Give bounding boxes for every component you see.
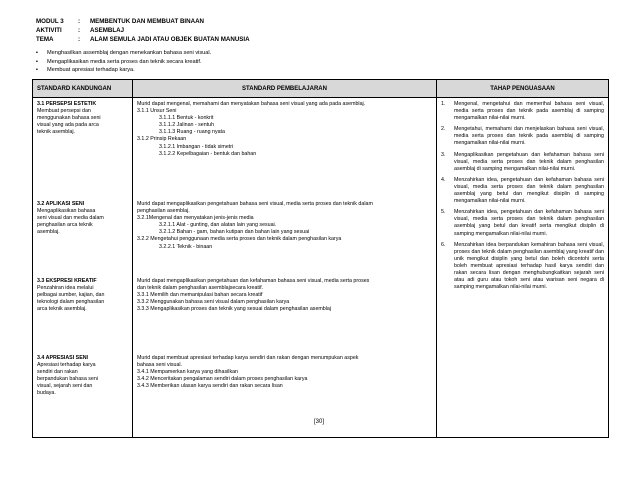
bullet-icon: ▪ [36, 50, 38, 56]
kandungan-line: Penzahiran idea melalui [37, 285, 94, 292]
table-header-row [33, 80, 609, 98]
header-tahap-penguasaan: TAHAP PENGUASAAN [437, 80, 609, 98]
kandungan-title: 3.2 APLIKASI SENI [37, 201, 85, 207]
bullet-text: Menghasilkan assemblaj dengan menekankan bahasa seni visual. [47, 50, 212, 56]
header-row-aktiviti [36, 26, 250, 35]
pembelajaran-line: 3.3.3 Mengaplikasikan proses dan teknik yang sesuai dalam penghasilan asemblaj [137, 306, 332, 313]
bullet-icon: ▪ [36, 67, 38, 74]
pembelajaran-line: 3.1.1 Unsur Seni [137, 108, 177, 115]
kandungan-block [37, 278, 128, 353]
header-standard-pembelajaran: STANDARD PEMBELAJARAN [133, 80, 437, 98]
kandungan-line: arca teknik asemblaj. [37, 306, 87, 313]
tahap-number: 6. [441, 241, 446, 248]
kandungan-line: Mengaplikasikan bahasa [37, 208, 96, 215]
tahap-text: Mengetahui, memahami dan menjelaskan bahasa seni visual, media serta proses dan teknik pada asemblaj di samping mengamalkan nilai-nilai murni. [454, 126, 604, 147]
bullet-icon: ▪ [36, 58, 38, 65]
tahap-cell [437, 98, 609, 438]
list-item [36, 49, 211, 58]
pembelajaran-line: 3.2.1.1 Alat - gunting, dan alatan lain yang sesuai. [159, 222, 277, 229]
document-header [36, 17, 250, 45]
pembelajaran-line: Murid dapat mengaplikasikan pengetahuan dan kefahaman bahasa seni visual, media serta proses [137, 278, 370, 284]
kandungan-line: visual yang ada pada arca [37, 122, 99, 129]
pembelajaran-block [137, 278, 432, 353]
kandungan-line: sendiri dan rakan [37, 369, 78, 376]
pembelajaran-line: 3.3.1 Memilih dan memanipulasi bahan secara kreatif [137, 292, 263, 299]
header-sep: : [78, 36, 81, 44]
header-value: ASEMBLAJ [90, 27, 125, 35]
pembelajaran-line: Murid dapat membuat apresiasi terhadap karya sendiri dan rakan dengan menumpukan aspek [137, 355, 359, 361]
curriculum-table [32, 79, 609, 438]
tahap-text: Menzahirkan idea berpandukan kemahiran bahasa seni visual, proses dan teknik dalam penghasilan asemblaj yang kreatif dan unik mengikut disiplin yang betul dan boleh dicontohi serta boleh membuat apresiasi terhadap hasil karya sendiri dan rakan secara lisan dengan menghubungkaitkan sejarah seni atau adi guru atau tokoh seni atau warisan seni negara di samping mengamalkan nilai-nilai murni. [454, 241, 604, 291]
tahap-text: Mengaplikasikan pengetahuan dan kefahaman bahasa seni visual, media serta proses dan teknik dalam penghasilan asemblaj di samping mengamalkan nilai-nilai murni. [454, 151, 604, 172]
kandungan-line: asemblaj. [37, 229, 60, 236]
kandungan-title: 3.3 EKSPRESI KREATIF [37, 278, 97, 284]
pembelajaran-line: 3.4.1 Mempamerkan karya yang dihasilkan [137, 369, 238, 376]
tahap-item [441, 152, 604, 173]
tahap-number: 3. [441, 151, 446, 158]
pembelajaran-block [137, 201, 432, 276]
header-row-modul [36, 17, 250, 26]
kandungan-title: 3.1 PERSEPSI ESTETIK [37, 101, 97, 107]
pembelajaran-line: dan teknik dalam penghasilan asemblajsecara kreatif. [137, 285, 264, 292]
list-item [36, 66, 211, 75]
kandungan-line: seni visual dan media dalam [37, 215, 104, 222]
tahap-text: Mengenal, mengetahui dan memerihal bahasa seni visual, media serta proses dan teknik pada asemblaj di samping mengamalkan nilai-nilai murni. [454, 101, 604, 122]
kandungan-line: budaya. [37, 390, 56, 397]
header-sep: : [78, 18, 81, 25]
kandungan-cell [33, 98, 133, 438]
kandungan-line: menggunakan bahasa seni [37, 115, 101, 122]
bullet-text: Membuat apresiasi terhadap karya. [47, 67, 135, 74]
header-key: TEMA [36, 36, 54, 44]
tahap-text: Menzahirkan idea, pengetahuan dan kefahaman bahasa seni visual, media serta proses dan teknik dalam penghasilan asemblaj yang betul dan mengikut disiplin di samping mengamalkan nilai-nilai murni. [454, 176, 604, 205]
header-value: MEMBENTUK DAN MEMBUAT BINAAN [90, 18, 204, 25]
tahap-number: 5. [441, 209, 446, 216]
pembelajaran-line: 3.4.2 Menceritakan pengalaman sendiri dalam proses penghasilan karya [137, 376, 308, 383]
tahap-number: 4. [441, 176, 446, 183]
kandungan-line: berpandukan bahasa seni [37, 376, 98, 383]
header-sep: : [78, 27, 81, 35]
pembelajaran-line: Murid dapat mengenal, memahami dan menyatakan bahasa seni visual yang ada pada asemblaj. [137, 101, 366, 107]
tahap-item [441, 209, 604, 237]
pembelajaran-line: 3.1.2.1 Imbangan - tidak simetri [159, 143, 234, 150]
pembelajaran-line: bahasa seni visual. [137, 362, 183, 369]
objective-list [36, 49, 211, 75]
pembelajaran-line: 3.1.1.3 Ruang - ruang nyata [159, 129, 225, 136]
kandungan-line: penghasilan arca teknik [37, 222, 93, 229]
pembelajaran-block [137, 101, 432, 199]
header-value: ALAM SEMULA JADI ATAU OBJEK BUATAN MANUSIA [90, 36, 250, 44]
kandungan-line: visual, sejarah seni dan [37, 383, 93, 390]
kandungan-block [37, 201, 128, 276]
pembelajaran-line: 3.2.2.1 Teknik - binaan [159, 243, 213, 250]
pembelajaran-line: 3.4.3 Memberikan ulasan karya sendiri dan rakan secara lisan [137, 383, 283, 390]
kandungan-block [37, 101, 128, 199]
tahap-text: Menzahirkan idea, pengetahuan dan kefahaman bahasa seni visual, media serta proses dan teknik dalam penghasilan asemblaj yang betul dan kreatif serta mengikut disiplin di samping mengamalkan nilai-nilai murni. [454, 209, 604, 237]
header-key: AKTIVITI [36, 27, 62, 35]
page-number: [30] [313, 419, 324, 425]
pembelajaran-line: 3.2.2 Mengetahui penggunaan media serta proses dan teknik dalam penghasilan karya [137, 236, 342, 243]
pembelajaran-line: 3.1.1.1 Bentuk - konkrit [159, 115, 214, 122]
kandungan-title: 3.4 APRESIASI SENI [37, 355, 89, 361]
bullet-text: Mengaplikasikan media serta proses dan teknik secara kreatif. [47, 58, 202, 65]
kandungan-line: Membuat persepsi dan [37, 108, 91, 115]
kandungan-line: teknik asemblaj. [37, 129, 75, 136]
tahap-item [441, 242, 604, 292]
header-key: MODUL 3 [36, 18, 64, 25]
tahap-number: 2. [441, 126, 446, 133]
pembelajaran-line: penghasilan asemblaj. [137, 208, 190, 215]
pembelajaran-line: Murid dapat mengaplikasikan pengetahuan bahasa seni visual, media serta proses dan teknik dalam [137, 201, 373, 207]
tahap-item [441, 126, 604, 147]
kandungan-line: Apresiasi terhadap karya [37, 362, 96, 369]
tahap-item [441, 101, 604, 122]
list-item [36, 58, 211, 67]
tahap-number: 1. [441, 101, 446, 107]
header-standard-kandungan: STANDARD KANDUNGAN [33, 80, 133, 98]
pembelajaran-cell [133, 98, 437, 438]
pembelajaran-line: 3.2.1.2 Bahan - gam, bahan kutipan dan bahan lain yang sesuai [159, 229, 310, 236]
kandungan-line: pelbagai sumber, kajian, dan [37, 292, 105, 299]
tahap-item [441, 177, 604, 205]
pembelajaran-line: 3.2.1Mengenal dan menyatakan jenis-jenis media [137, 215, 254, 222]
pembelajaran-line: 3.1.1.2 Jalinan - sentuh [159, 122, 215, 129]
kandungan-line: teknologi dalam penghasilan [37, 299, 105, 306]
table-row [33, 98, 609, 438]
pembelajaran-line: 3.1.2.2 Kepelbagaian - bentuk dan bahan [159, 150, 257, 157]
pembelajaran-line: 3.1.2 Prinsip Rekaan [137, 136, 187, 143]
header-row-tema [36, 35, 250, 44]
pembelajaran-line: 3.3.2 Menggunakan bahasa seni visual dalam penghasilan karya [137, 299, 290, 306]
